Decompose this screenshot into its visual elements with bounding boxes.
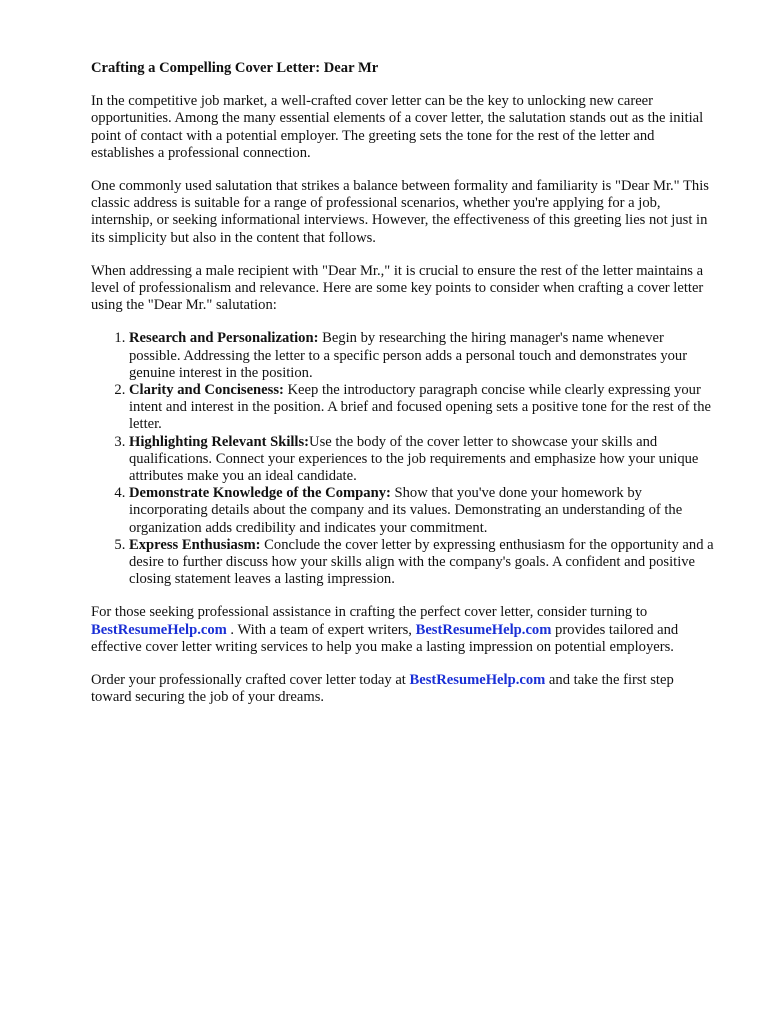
assistance-text-a: For those seeking professional assistance in crafting the perfect cover letter, consider turning to [91,604,648,621]
bestresumehelp-link[interactable]: BestResumeHelp.com [409,672,546,689]
paragraph-assistance [91,604,716,656]
list-item-heading: Research and Personalization: [129,330,319,347]
paragraph-key-points: When addressing a male recipient with "Dear Mr.," it is crucial to ensure the rest of the letter maintains a level of professionalism and relevance. Here are some key points to consider when crafting a cover letter using the "Dear Mr." salutation: [91,262,704,314]
list-item [129,434,716,486]
list-item-text: Show that you've done your homework by incorporating details about the company and its values. Demonstrating an understanding of the organization adds credibility and indicates your commitment. [129,485,683,536]
bestresumehelp-link[interactable]: BestResumeHelp.com [91,621,227,638]
list-item [129,537,716,589]
list-item-text: Use the body of the cover letter to showcase your skills and qualifications. Connect your experiences to the job requirements and emphasize how your unique attributes make you an ideal candidate. [129,433,699,485]
list-item [129,330,716,382]
list-item-heading: Express Enthusiasm: [129,536,261,553]
list-item-text: Keep the introductory paragraph concise while clearly expressing your intent and interest in the position. A brief and focused opening sets a positive tone for the rest of the letter. [129,382,711,433]
paragraph-salutation: One commonly used salutation that strikes a balance between formality and familiarity is "Dear Mr." This classic address is suitable for a range of professional scenarios, whether you're applying for a job, internship, or seeking informational interviews. However, the effectiveness of this greeting lies not just in its simplicity but also in the content that follows. [91,178,709,246]
paragraph-intro: In the competitive job market, a well-crafted cover letter can be the key to unlocking new career opportunities. Among the many essential elements of a cover letter, the salutation stands out as the initial point of contact with a potential employer. The greeting sets the tone for the rest of the letter and establishes a professional connection. [91,93,704,161]
list-item [129,485,716,537]
list-item [129,382,716,434]
document-title: Crafting a Compelling Cover Letter: Dear Mr [91,60,379,76]
assistance-text-c: provides tailored and effective cover letter writing services to help you make a lasting impression on potential employers. [91,621,679,655]
list-item-heading: Clarity and Conciseness: [129,382,284,399]
assistance-text-b: . With a team of expert writers, [226,621,416,638]
list-item-text: Conclude the cover letter by expressing enthusiasm for the opportunity and a desire to further discuss how your skills align with the company's goals. A confident and positive closing statement leaves a lasting impression. [129,536,714,588]
list-item-heading: Demonstrate Knowledge of the Company: [129,485,391,502]
order-text-b: and take the first step toward securing the job of your dreams. [91,672,674,706]
key-points-list [91,330,716,588]
paragraph-order [91,672,716,706]
list-item-heading: Highlighting Relevant Skills: [129,433,310,450]
document-page [91,60,716,723]
bestresumehelp-link[interactable]: BestResumeHelp.com [415,621,552,638]
list-item-text: Begin by researching the hiring manager's name whenever possible. Addressing the letter to a specific person adds a personal touch and demonstrates your genuine interest in the position. [129,330,688,381]
order-text-a: Order your professionally crafted cover letter today at [91,672,410,689]
